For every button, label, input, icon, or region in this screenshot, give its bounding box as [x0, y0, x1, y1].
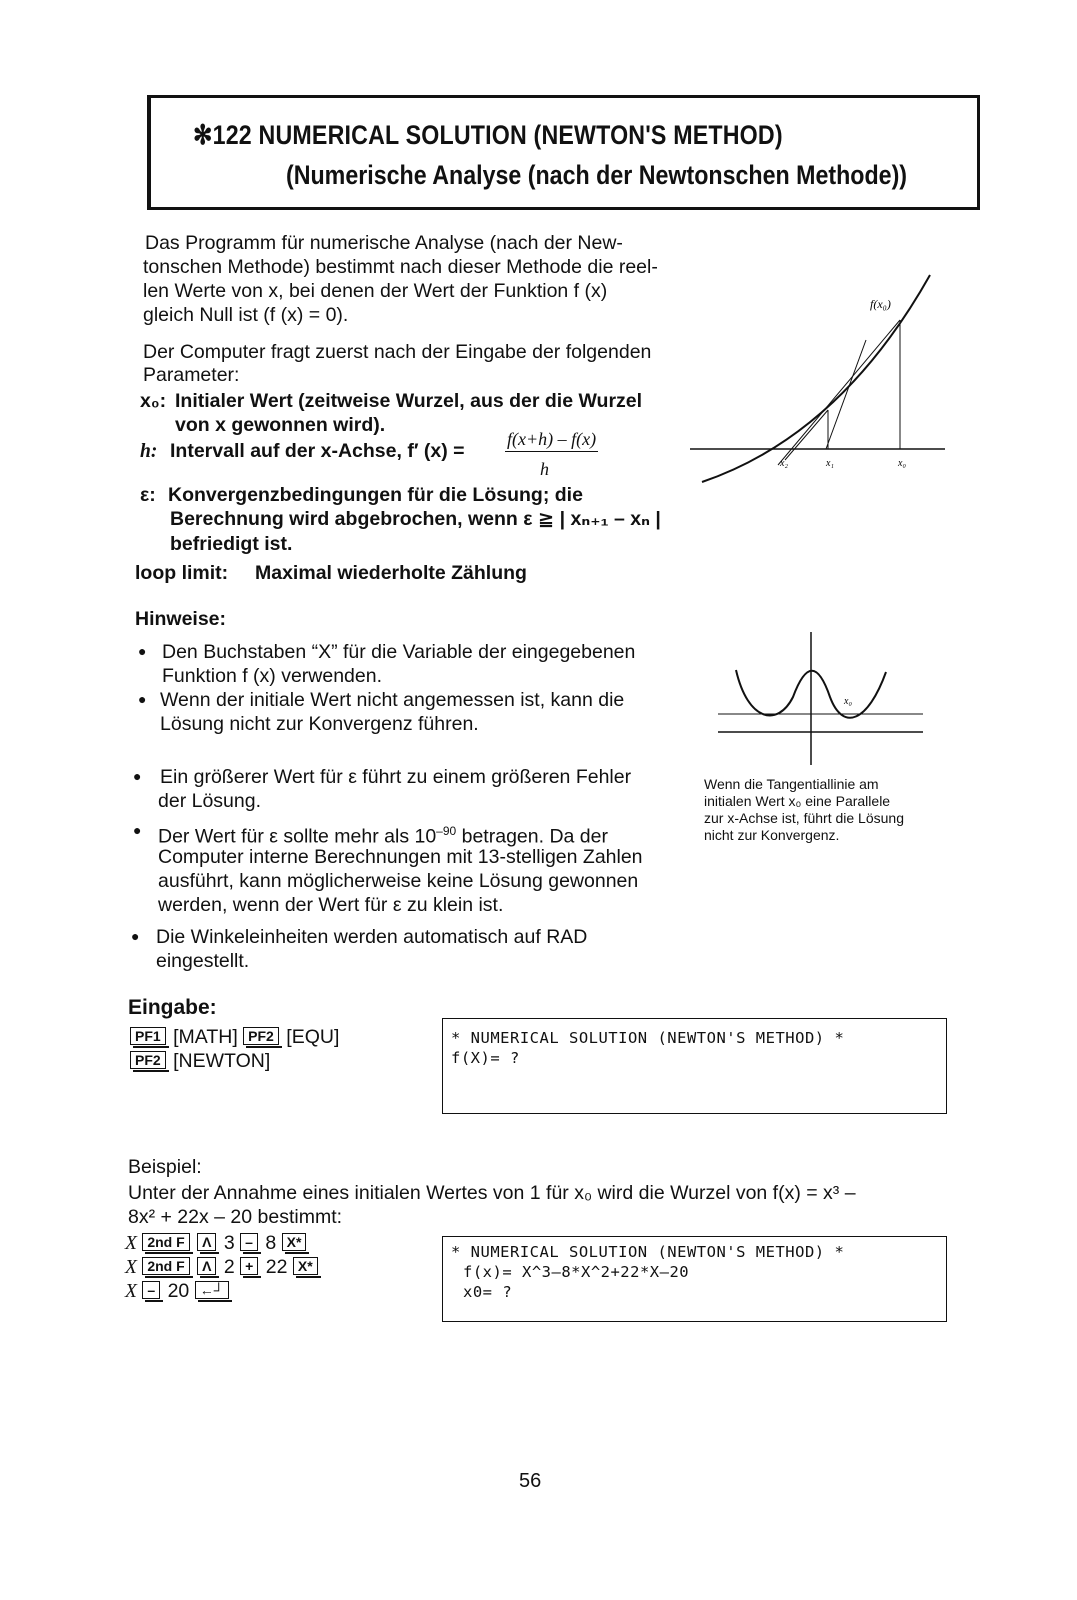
param-loop-desc: Maximal wiederholte Zählung [255, 562, 527, 584]
intro-line: gleich Null ist (f (x) = 0). [143, 304, 349, 326]
page-number: 56 [519, 1470, 542, 1492]
bullet-icon: ● [131, 928, 140, 944]
display-line: f(X)= ? [451, 1049, 520, 1067]
hinweis-text: Wenn der initiale Wert nicht angemessen ist, kann die [160, 689, 625, 711]
2ndf-key[interactable]: 2nd F [142, 1233, 189, 1251]
formula-numerator: f(x+h) – f(x) [505, 428, 598, 452]
calculator-display [442, 1236, 947, 1322]
pf2-key[interactable]: PF2 [243, 1027, 279, 1045]
figure-caption: zur x-Achse ist, führt die Lösung [704, 810, 904, 826]
beispiel-heading: Beispiel: [128, 1156, 202, 1178]
hinweis-text: Den Buchstaben “X” für die Variable der eingegebenen [162, 641, 636, 663]
param-x0-desc: Initialer Wert (zeitweise Wurzel, aus der die Wurzel [175, 390, 643, 412]
display-line: f(x)= X^3–8*X^2+22*X–20 [463, 1263, 690, 1281]
bullet-icon: ● [138, 643, 147, 659]
pf1-key[interactable]: PF1 [130, 1027, 166, 1045]
hinweis-text: eingestellt. [156, 950, 250, 972]
bullet-icon: ● [133, 768, 142, 784]
section-header-box [147, 95, 980, 210]
param-eps-label: ε: [140, 484, 156, 506]
hinweis-text: Der Wert für ε sollte mehr als $10^{-90}$ betragen. Da der [158, 824, 608, 848]
param-eps-desc: Konvergenzbedingungen für die Lösung; die [168, 484, 583, 506]
figure-caption: Wenn die Tangentiallinie am [704, 776, 879, 792]
beispiel-text: 8x² + 22x – 20 bestimmt: [128, 1206, 343, 1228]
power-key[interactable]: Λ [197, 1233, 216, 1251]
bullet-icon: ● [133, 822, 142, 838]
newton-menu: [NEWTON] [173, 1050, 271, 1072]
equ-menu: [EQU] [286, 1026, 340, 1048]
hinweise-heading: Hinweise: [135, 608, 227, 630]
non-convergence-figure [718, 632, 928, 767]
param-h-label: h: [140, 441, 158, 462]
param-eps-desc: befriedigt ist. [170, 533, 293, 555]
beispiel-text: Unter der Annahme eines initialen Wertes von 1 für x₀ wird die Wurzel von f(x) = x³ – [128, 1182, 856, 1204]
hinweis-text: ausführt, kann möglicherweise keine Lösung gewonnen [158, 870, 639, 892]
param-x0-desc: von x gewonnen wird). [175, 414, 386, 436]
display-line: * NUMERICAL SOLUTION (NEWTON'S METHOD) * [451, 1029, 845, 1047]
intro-line: tonschen Methode) bestimmt nach dieser Methode die reel- [143, 256, 658, 278]
hinweis-text: Computer interne Berechnungen mit 13-stelligen Zahlen [158, 846, 643, 868]
fx0-label: f(x₀) [870, 297, 891, 311]
figure-caption: nicht zur Konvergenz. [704, 827, 840, 843]
minus-key[interactable]: – [240, 1233, 258, 1251]
eingabe-keys-line2 [130, 1050, 270, 1073]
bullet-icon: ● [138, 691, 147, 707]
intro-line: len Werte von x, bei denen der Wert der Funktion f (x) [143, 280, 608, 302]
enter-key[interactable]: ←┘ [195, 1281, 229, 1299]
x1-label: x₁ [826, 458, 834, 469]
newton-iteration-figure [690, 260, 950, 490]
intro-line: Parameter: [143, 364, 240, 386]
param-x0-label: x₀: [140, 390, 167, 412]
minus-key[interactable]: – [142, 1281, 160, 1299]
x0-label: x₀ [844, 696, 852, 707]
eingabe-keys-line1 [130, 1026, 339, 1049]
hinweis-text: Ein größerer Wert für ε führt zu einem größeren Fehler [160, 766, 632, 788]
hinweis-text: Lösung nicht zur Konvergenz führen. [160, 713, 479, 735]
calculator-display [442, 1018, 947, 1114]
hinweis-text: werden, wenn der Wert für ε zu klein ist. [158, 894, 504, 916]
section-subtitle: (Numerische Analyse (nach der Newtonschen Methode)) [286, 160, 908, 190]
x0-label: x₀ [898, 458, 906, 469]
power-key[interactable]: Λ [197, 1257, 216, 1275]
figure-caption: initialen Wert x₀ eine Parallele [704, 793, 891, 809]
2ndf-key[interactable]: 2nd F [142, 1257, 189, 1275]
plus-key[interactable]: + [240, 1257, 258, 1275]
hinweis-text: Funktion f (x) verwenden. [162, 665, 383, 687]
math-menu: [MATH] [173, 1026, 238, 1048]
intro-line: Der Computer fragt zuerst nach der Eingabe der folgenden [143, 341, 652, 363]
eingabe-heading: Eingabe: [128, 996, 217, 1019]
intro-line: Das Programm für numerische Analyse (nach der New- [145, 232, 623, 254]
hinweis-text: der Lösung. [158, 790, 261, 812]
pf2-key[interactable]: PF2 [130, 1051, 166, 1069]
param-eps-desc: Berechnung wird abgebrochen, wenn ε ≧ | xₙ₊₁ – xₙ | [170, 508, 661, 530]
display-line: x0= ? [463, 1283, 513, 1301]
x2-label: x₂ [780, 458, 788, 469]
keystroke-line: X – 20 ←┘ [125, 1280, 231, 1303]
param-h-desc: Intervall auf der x-Achse, f′ (x) = [170, 440, 465, 462]
display-line: * NUMERICAL SOLUTION (NEWTON'S METHOD) * [451, 1243, 845, 1261]
multiply-key[interactable]: X* [293, 1257, 318, 1275]
param-loop-label: loop limit: [135, 562, 229, 584]
section-title: ✻122 NUMERICAL SOLUTION (NEWTON'S METHOD) [193, 120, 783, 150]
formula-denominator: h [540, 459, 549, 479]
multiply-key[interactable]: X* [282, 1233, 307, 1251]
keystroke-line: X 2nd F Λ 2 + 22 X* [125, 1256, 320, 1279]
hinweis-text: Die Winkeleinheiten werden automatisch auf RAD [156, 926, 588, 948]
keystroke-line: X 2nd F Λ 3 – 8 X* [125, 1232, 308, 1255]
